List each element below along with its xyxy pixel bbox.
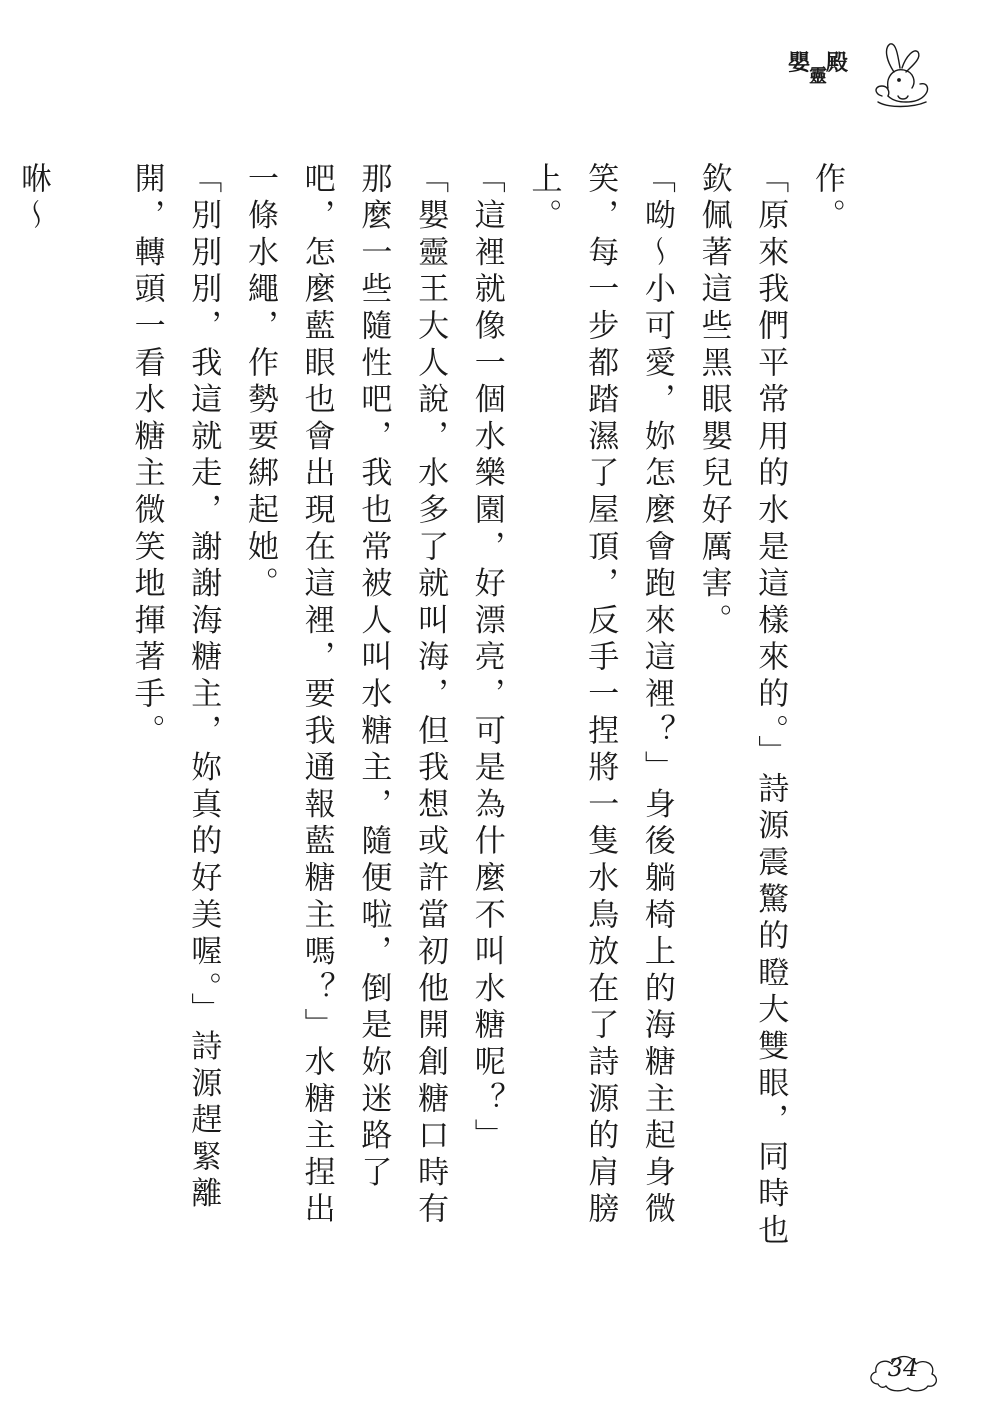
- page-number-text: 34: [887, 1354, 919, 1382]
- paragraph: 「原來我們平常用的水是這樣來的。」詩源震驚的瞪大雙眼，同時也欽佩著這些黑眼嬰兒好厲害。: [695, 162, 789, 1251]
- page-number: [866, 1350, 940, 1394]
- paragraph: 咻～: [15, 162, 52, 236]
- header-title-char: 靈: [809, 66, 827, 87]
- rabbit-icon: [868, 34, 934, 114]
- header-title-char: 殿: [826, 50, 848, 76]
- paragraph: 「別別別，我這就走，謝謝海糖主，妳真的好美喔。」詩源趕緊離開，轉頭一看水糖主微笑地揮著手。: [128, 162, 222, 1214]
- running-header: [788, 34, 938, 114]
- blank-line: [61, 162, 118, 1262]
- paragraph: 「這裡就像一個水樂園，好漂亮，可是為什麼不叫水糖呢？」: [468, 162, 505, 1156]
- header-title: [788, 46, 848, 87]
- paragraph: 「呦～小可愛，妳怎麼會跑來這裡？」身後躺椅上的海糖主起身微笑，每一步都踏濕了屋頂，反手一捏將一隻水鳥放在了詩源的肩膀上。: [525, 162, 675, 1230]
- blank-line: [0, 162, 4, 1262]
- paragraph: 「嬰靈王大人說，水多了就叫海，但我想或許當初他開創糖口時有那麼一些隨性吧，我也常被人叫水糖主，隨便啦，倒是妳迷路了吧，怎麼藍眼也會出現在這裡，要我通報藍糖主嗎？」水糖主捏出一條水繩，作勢要綁起她。: [241, 162, 449, 1230]
- main-text-column: [0, 162, 855, 1262]
- paragraph: 作。: [809, 162, 845, 236]
- header-title-char: 嬰: [788, 50, 810, 76]
